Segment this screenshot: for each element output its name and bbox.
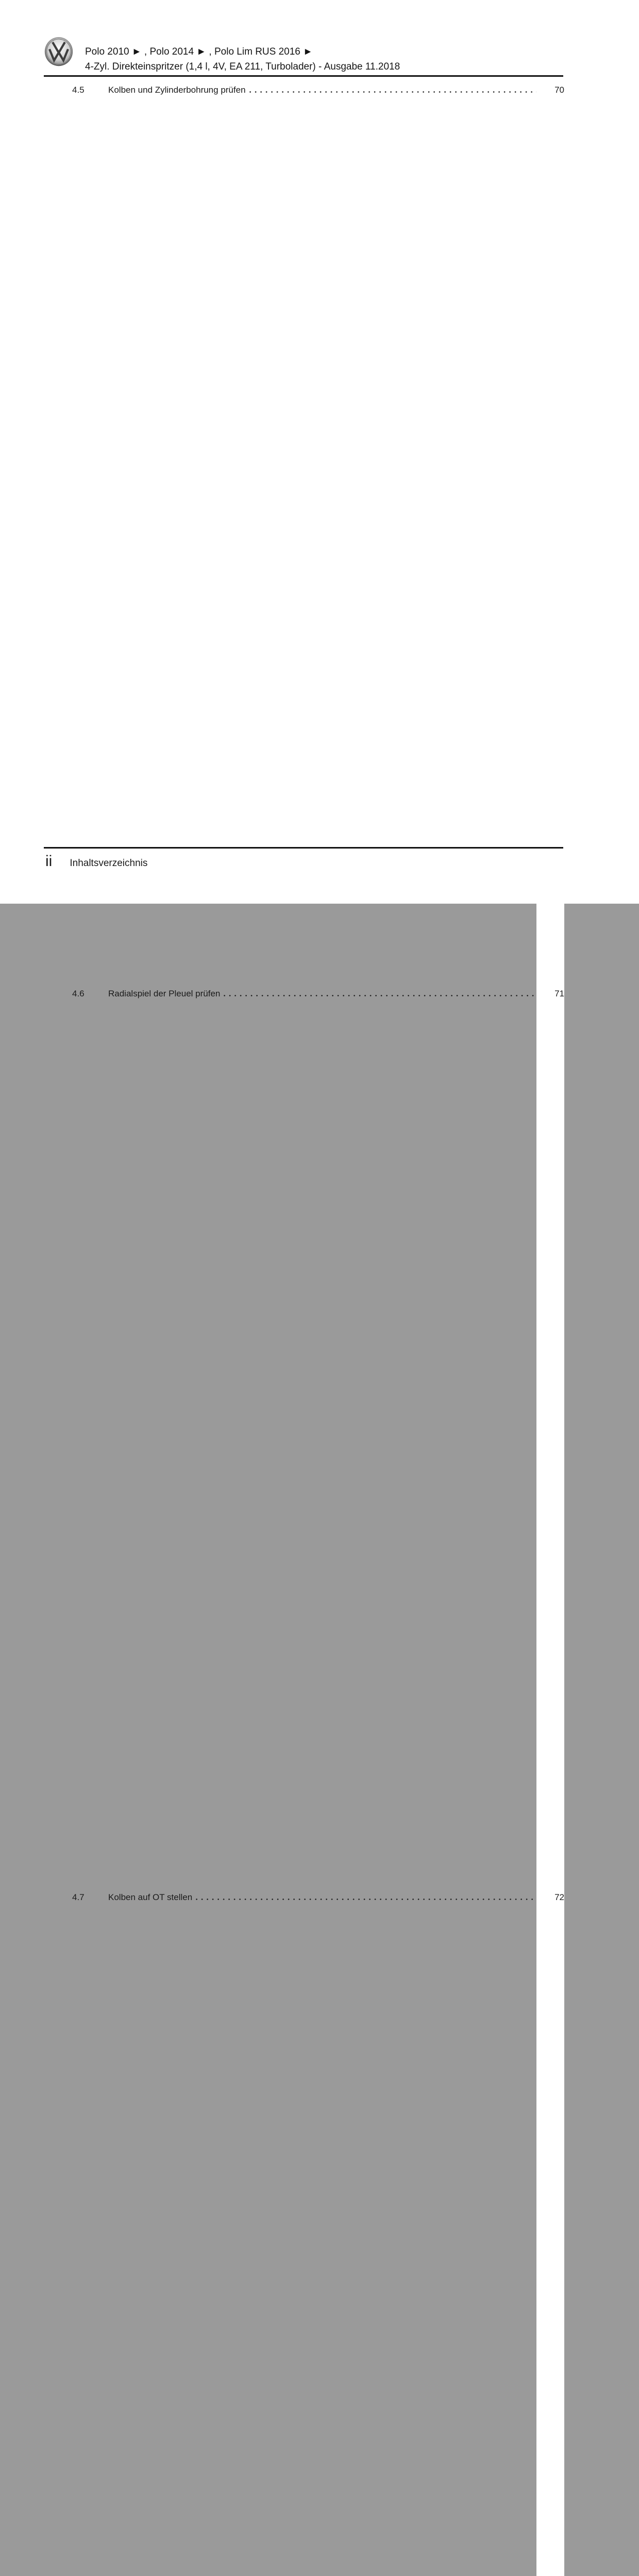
entry-title: Kolben und Zylinderbohrung prüfen bbox=[108, 85, 246, 95]
header-divider bbox=[44, 75, 563, 77]
header-model-line: Polo 2010 ► , Polo 2014 ► , Polo Lim RUS 2016 ► bbox=[85, 46, 313, 57]
entry-page: 72 bbox=[536, 1890, 564, 2576]
footer-section-label: Inhaltsverzeichnis bbox=[70, 858, 148, 869]
footer-page-number: ii bbox=[45, 853, 53, 870]
entry-number: 4.7 bbox=[72, 1892, 85, 1902]
toc-entry-row bbox=[44, 1890, 564, 2576]
entry-title: Radialspiel der Pleuel prüfen bbox=[108, 989, 221, 998]
header-title-block bbox=[85, 36, 400, 74]
dot-leader bbox=[196, 1895, 536, 1900]
page-header bbox=[44, 36, 564, 74]
entry-page: 70 bbox=[536, 83, 564, 987]
entry-page: 71 bbox=[536, 987, 564, 1890]
toc bbox=[44, 83, 564, 2576]
footer-divider bbox=[44, 847, 563, 849]
dot-leader bbox=[224, 992, 536, 996]
toc-entry-row bbox=[44, 987, 564, 1890]
dot-leader bbox=[249, 88, 536, 93]
page-footer bbox=[45, 851, 147, 872]
entry-title: Kolben auf OT stellen bbox=[108, 1892, 193, 1902]
entry-number: 4.5 bbox=[72, 85, 85, 95]
volkswagen-logo-icon bbox=[44, 36, 74, 68]
entry-number: 4.6 bbox=[72, 989, 85, 998]
header-engine-line: 4-Zyl. Direkteinspritzer (1,4 l, 4V, EA 211, Turbolader) - Ausgabe 11.2018 bbox=[85, 61, 400, 72]
